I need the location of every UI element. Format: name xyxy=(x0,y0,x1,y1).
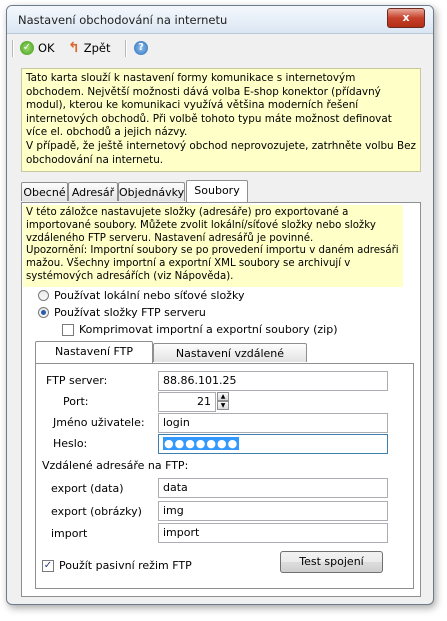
toolbar-separator xyxy=(12,40,14,57)
back-label: Zpět xyxy=(83,41,111,55)
back-button[interactable] xyxy=(68,38,111,58)
intro-text: Tato karta slouží k nastavení formy komunikace s internetovým obchodem. Největší možnosti dává volba E-shop konektor (přídavný modul), kterou ke komunikaci využívá většina moderních řešení internetových obchodů. Při volbě tohoto typu máte možnost definovat více el. obchodů a jejich názvy. V případě, že ještě internetový obchod neprovozujete, zatrhněte volbu Bez obchodování na internetu. xyxy=(26,72,416,166)
intro-info-box xyxy=(21,68,421,172)
port-input[interactable]: 21 xyxy=(158,392,216,412)
soubory-info-text: V této záložce nastavujete složky (adresáře) pro exportované a importované soubory. Můžete zvolit lokální/síťové složky nebo složky vzdáleného FTP serveru. Nastavení adresářů je povinné. Upozornění: Importní soubory se po provedení importu v daném adresáři mažou. Všechny importní a exportní XML soubory se archivují v systémových adresářích (viz Nápověda). xyxy=(26,207,399,282)
close-icon: x xyxy=(402,11,410,24)
radio-ftp-label: Používat složky FTP serveru xyxy=(54,306,206,319)
main-tabs xyxy=(21,182,421,203)
tab-objednavky[interactable]: Objednávky xyxy=(118,182,185,201)
radio-indicator-selected xyxy=(38,307,49,318)
toolbar xyxy=(8,35,432,61)
username-input[interactable]: login xyxy=(158,413,388,433)
remote-dirs-label: Vzdálené adresáře na FTP: xyxy=(42,459,189,472)
window-title: Nastavení obchodování na internetu xyxy=(18,13,228,27)
export-data-label: export (data) xyxy=(51,482,124,495)
stepper-down-icon[interactable]: ▼ xyxy=(217,401,229,410)
back-arrow-icon: ↰ xyxy=(68,40,80,56)
test-connection-button[interactable]: Test spojení xyxy=(280,551,383,573)
port-stepper[interactable] xyxy=(217,392,229,411)
radio-ftp-folders[interactable] xyxy=(38,306,206,319)
import-input[interactable]: import xyxy=(158,523,388,543)
tab-ftp-server[interactable]: Nastavení FTP xyxy=(35,341,153,363)
checkbox-box xyxy=(62,324,74,336)
passive-mode-label: Použít pasivní režim FTP xyxy=(59,559,192,572)
username-label: Jméno uživatele: xyxy=(53,416,145,429)
stepper-up-icon[interactable]: ▲ xyxy=(217,392,229,401)
ok-button[interactable] xyxy=(20,38,55,58)
password-masked-value: ●●●●●●● xyxy=(164,437,239,450)
help-button[interactable] xyxy=(134,38,148,58)
close-button[interactable] xyxy=(387,8,425,28)
password-input[interactable] xyxy=(158,434,388,454)
tab-remote-app[interactable]: Nastavení vzdálené xyxy=(153,343,307,362)
ok-label: OK xyxy=(38,41,55,55)
ftp-subtabs xyxy=(35,343,395,364)
settings-window xyxy=(6,5,434,605)
compress-checkbox[interactable] xyxy=(62,323,337,336)
port-label: Port: xyxy=(63,395,89,408)
help-icon: ? xyxy=(134,41,148,55)
radio-local-label: Používat lokální nebo síťové složky xyxy=(54,289,245,302)
soubory-info-box xyxy=(23,205,403,287)
radio-indicator xyxy=(38,290,49,301)
checkbox-checked-icon: ✓ xyxy=(43,559,53,571)
export-images-input[interactable]: img xyxy=(158,501,388,521)
tab-soubory[interactable]: Soubory xyxy=(186,180,248,202)
title-bar xyxy=(7,6,433,34)
export-images-label: export (obrázky) xyxy=(51,505,142,518)
tab-obecne[interactable]: Obecné xyxy=(21,182,68,201)
import-label: import xyxy=(51,527,88,540)
passive-mode-checkbox[interactable] xyxy=(42,559,192,572)
password-label: Heslo: xyxy=(53,437,88,450)
check-icon: ✓ xyxy=(20,41,34,55)
ftp-server-label: FTP server: xyxy=(46,374,108,387)
radio-local-folders[interactable] xyxy=(38,289,244,302)
export-data-input[interactable]: data xyxy=(158,478,388,498)
ftp-server-input[interactable]: 88.86.101.25 xyxy=(158,371,388,391)
toolbar-separator xyxy=(125,40,127,57)
tab-adresar[interactable]: Adresář xyxy=(68,182,118,201)
compress-label: Komprimovat importní a exportní soubory (zip) xyxy=(79,323,338,336)
